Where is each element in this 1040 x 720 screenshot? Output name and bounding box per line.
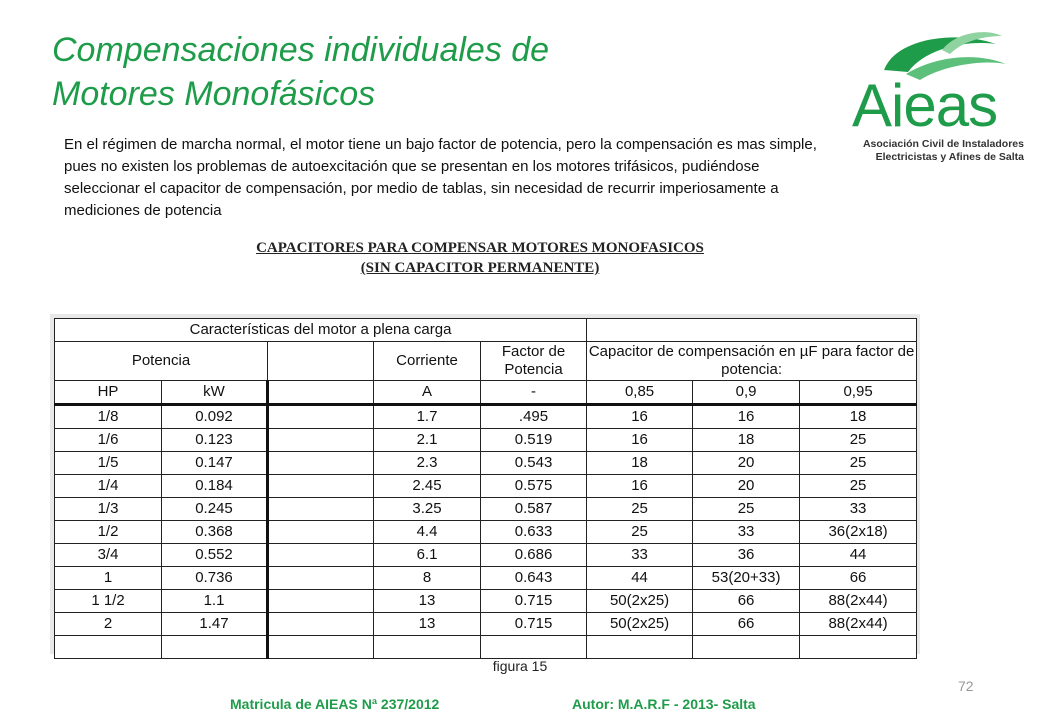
table-row [55, 475, 917, 498]
table-cell: .495 [481, 405, 587, 429]
table-title: CAPACITORES PARA COMPENSAR MOTORES MONOFASICOS [256, 240, 704, 256]
table-cell: 2.45 [374, 475, 481, 498]
unit-cell: A [374, 381, 481, 405]
table-cell: 0.587 [481, 498, 587, 521]
table-cell: 0.686 [481, 544, 587, 567]
table-cell [268, 544, 374, 567]
table-cell: 25 [587, 521, 693, 544]
table-cell: 16 [587, 405, 693, 429]
figure-caption: figura 15 [492, 658, 548, 674]
table-cell: 3/4 [55, 544, 162, 567]
table-cell [800, 636, 917, 659]
table-cell: 36(2x18) [800, 521, 917, 544]
table-cell: 1 [55, 567, 162, 590]
table-cell [268, 475, 374, 498]
table-cell [374, 636, 481, 659]
group-header: Características del motor a plena carga [55, 319, 587, 342]
table-cell: 25 [800, 475, 917, 498]
table-cell: 1.1 [162, 590, 268, 613]
table-row [55, 429, 917, 452]
page-number: 72 [958, 678, 974, 694]
unit-cell: 0,9 [693, 381, 800, 405]
table-cell: 66 [800, 567, 917, 590]
unit-cell: HP [55, 381, 162, 405]
units-row [55, 381, 917, 405]
table-cell: 0.552 [162, 544, 268, 567]
table-cell: 16 [693, 405, 800, 429]
table-cell: 13 [374, 590, 481, 613]
table-cell [481, 636, 587, 659]
table-cell [268, 429, 374, 452]
table-cell: 25 [800, 452, 917, 475]
table-cell: 1.7 [374, 405, 481, 429]
table-cell: 88(2x44) [800, 613, 917, 636]
table-cell: 1/5 [55, 452, 162, 475]
logo-subtitle-line1: Asociación Civil de Instaladores [862, 138, 1024, 150]
table-cell: 0.715 [481, 590, 587, 613]
table-cell [693, 636, 800, 659]
table-cell: 66 [693, 590, 800, 613]
table-cell: 1.47 [162, 613, 268, 636]
table-cell: 0.092 [162, 405, 268, 429]
table-cell [268, 567, 374, 590]
table-cell: 20 [693, 452, 800, 475]
table-cell: 33 [800, 498, 917, 521]
unit-cell: kW [162, 381, 268, 405]
table-cell: 0.519 [481, 429, 587, 452]
table-cell: 36 [693, 544, 800, 567]
table-body [55, 405, 917, 659]
table-cell: 25 [693, 498, 800, 521]
table-cell: 66 [693, 613, 800, 636]
table-cell: 33 [587, 544, 693, 567]
capacitor-header: Capacitor de compensación en µF para factor de potencia: [587, 342, 917, 381]
potencia-header: Potencia [55, 342, 268, 381]
table-row [55, 405, 917, 429]
table-subtitle: (SIN CAPACITOR PERMANENTE) [360, 260, 600, 276]
table-cell: 2.3 [374, 452, 481, 475]
table-cell: 44 [587, 567, 693, 590]
table-cell: 0.245 [162, 498, 268, 521]
logo-subtitle-line2: Electricistas y Afines de Salta [875, 151, 1024, 163]
footer-right: Autor: M.A.R.F - 2013- Salta [572, 696, 756, 712]
table-cell: 1/2 [55, 521, 162, 544]
table-row [55, 498, 917, 521]
table-cell: 8 [374, 567, 481, 590]
table-cell: 0.147 [162, 452, 268, 475]
corriente-header: Corriente [374, 342, 481, 381]
table-cell: 2 [55, 613, 162, 636]
unit-cell: 0,85 [587, 381, 693, 405]
table-cell: 88(2x44) [800, 590, 917, 613]
table-cell: 1/8 [55, 405, 162, 429]
table-cell [55, 636, 162, 659]
empty-header-cell [587, 319, 917, 342]
footer-left: Matricula de AIEAS Nª 237/2012 [230, 696, 440, 712]
table-row [55, 452, 917, 475]
intro-paragraph: En el régimen de marcha normal, el motor tiene un bajo factor de potencia, pero la compensación es mas simple, pues no existen los problemas de autoexcitación que se presentan en los motores trifásicos, pudiéndose seleccionar el capacitor de compensación, por medio de tablas, sin necesidad de recurrir imperiosamente a mediciones de potencia [64, 136, 817, 219]
table-cell: 25 [800, 429, 917, 452]
table-cell: 13 [374, 613, 481, 636]
table-cell: 0.368 [162, 521, 268, 544]
table-cell: 1/3 [55, 498, 162, 521]
table-cell: 44 [800, 544, 917, 567]
table-cell: 0.543 [481, 452, 587, 475]
slide-title [52, 28, 549, 116]
table-cell: 2.1 [374, 429, 481, 452]
table-cell [268, 521, 374, 544]
table-cell: 0.736 [162, 567, 268, 590]
table-cell: 0.633 [481, 521, 587, 544]
table-cell: 4.4 [374, 521, 481, 544]
table-cell: 16 [587, 429, 693, 452]
table-row [55, 544, 917, 567]
logo-wordmark: Aieas [852, 72, 998, 139]
table-cell: 0.643 [481, 567, 587, 590]
aieas-logo [846, 26, 1026, 166]
table-row [55, 521, 917, 544]
table-cell: 50(2x25) [587, 613, 693, 636]
table-cell: 6.1 [374, 544, 481, 567]
table-cell: 0.123 [162, 429, 268, 452]
table-row [55, 567, 917, 590]
capacitor-table [54, 318, 917, 659]
table-cell [268, 613, 374, 636]
factor-header: Factor de Potencia [481, 342, 587, 381]
table-cell [268, 405, 374, 429]
table-cell [587, 636, 693, 659]
table-cell: 53(20+33) [693, 567, 800, 590]
slide-title-line2: Motores Monofásicos [52, 75, 376, 113]
table-cell: 50(2x25) [587, 590, 693, 613]
table-cell: 1 1/2 [55, 590, 162, 613]
table-cell: 0.575 [481, 475, 587, 498]
table-cell [268, 452, 374, 475]
table-cell: 16 [587, 475, 693, 498]
empty-header-cell [268, 342, 374, 381]
table-cell [268, 590, 374, 613]
table-cell: 3.25 [374, 498, 481, 521]
table-row [55, 590, 917, 613]
unit-cell [268, 381, 374, 405]
table-cell: 1/4 [55, 475, 162, 498]
table-cell: 0.184 [162, 475, 268, 498]
table-cell [268, 636, 374, 659]
table-row [55, 613, 917, 636]
table-cell: 18 [587, 452, 693, 475]
table-cell [162, 636, 268, 659]
unit-cell: 0,95 [800, 381, 917, 405]
slide-title-line1: Compensaciones individuales de [52, 31, 550, 69]
table-cell [268, 498, 374, 521]
table-cell: 18 [800, 405, 917, 429]
table-cell: 1/6 [55, 429, 162, 452]
table-cell: 20 [693, 475, 800, 498]
unit-cell: - [481, 381, 587, 405]
table-cell: 0.715 [481, 613, 587, 636]
table-cell: 25 [587, 498, 693, 521]
table-cell: 33 [693, 521, 800, 544]
table-cell: 18 [693, 429, 800, 452]
table-row [55, 636, 917, 659]
